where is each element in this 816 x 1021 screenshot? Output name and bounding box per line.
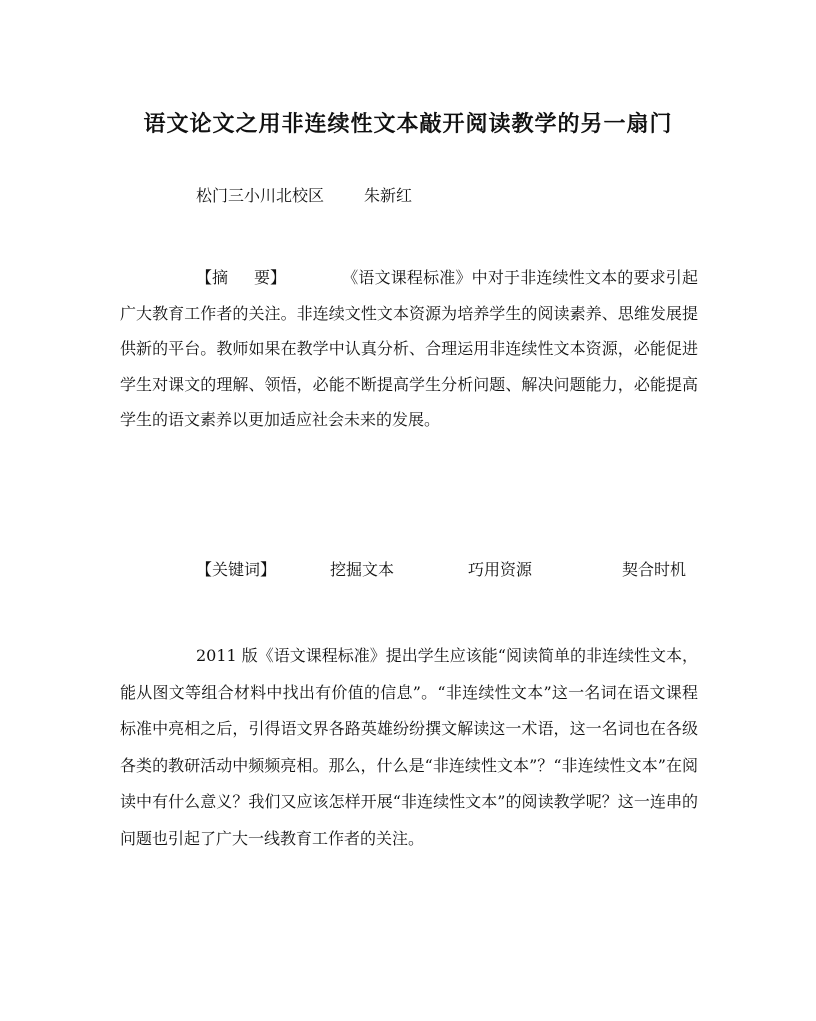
document-title: 语文论文之用非连续性文本敲开阅读教学的另一扇门 [143,111,673,137]
keyword-item: 契合时机 [622,560,687,579]
abstract-text: 《语文课程标准》中对于非连续性文本的要求引起广大教育工作者的关注。非连续文性文本资源为培养学生的阅读素养、思维发展提供新的平台。教师如果在教学中认真分析、合理运用非连续性文本资源，必能促进学生对课文的理解、领悟，必能不断提高学生分析问题、解决问题能力，必能提高学生的语文素养以更加适应社会未来的发展。 [120,268,698,429]
body-paragraph: 2011 版《语文课程标准》提出学生应该能“阅读简单的非连续性文本，能从图文等组合材料中找出有价值的信息”。“非连续性文本”这一名词在语文课程标准中亮相之后，引得语文界各路英雄纷纷撰文解读这一术语，这一名词也在各级各类的教研活动中频频亮相。那么，什么是“非连续性文本”？“非连续性文本”在阅读中有什么意义？我们又应该怎样开展“非连续性文本”的阅读教学呢？这一连串的问题也引起了广大一线教育工作者的关注。 [120,646,698,848]
author-line [196,182,412,210]
keywords-label: 【关键词】 [196,560,277,579]
keyword-item: 巧用资源 [468,560,533,579]
abstract-label-left: 【摘 [196,268,229,287]
author-name: 朱新红 [364,186,413,205]
abstract-paragraph [120,260,698,438]
keyword-item: 挖掘文本 [330,560,395,579]
abstract-label [196,260,286,296]
author-school: 松门三小川北校区 [196,186,325,205]
abstract-label-right: 要】 [254,268,287,287]
